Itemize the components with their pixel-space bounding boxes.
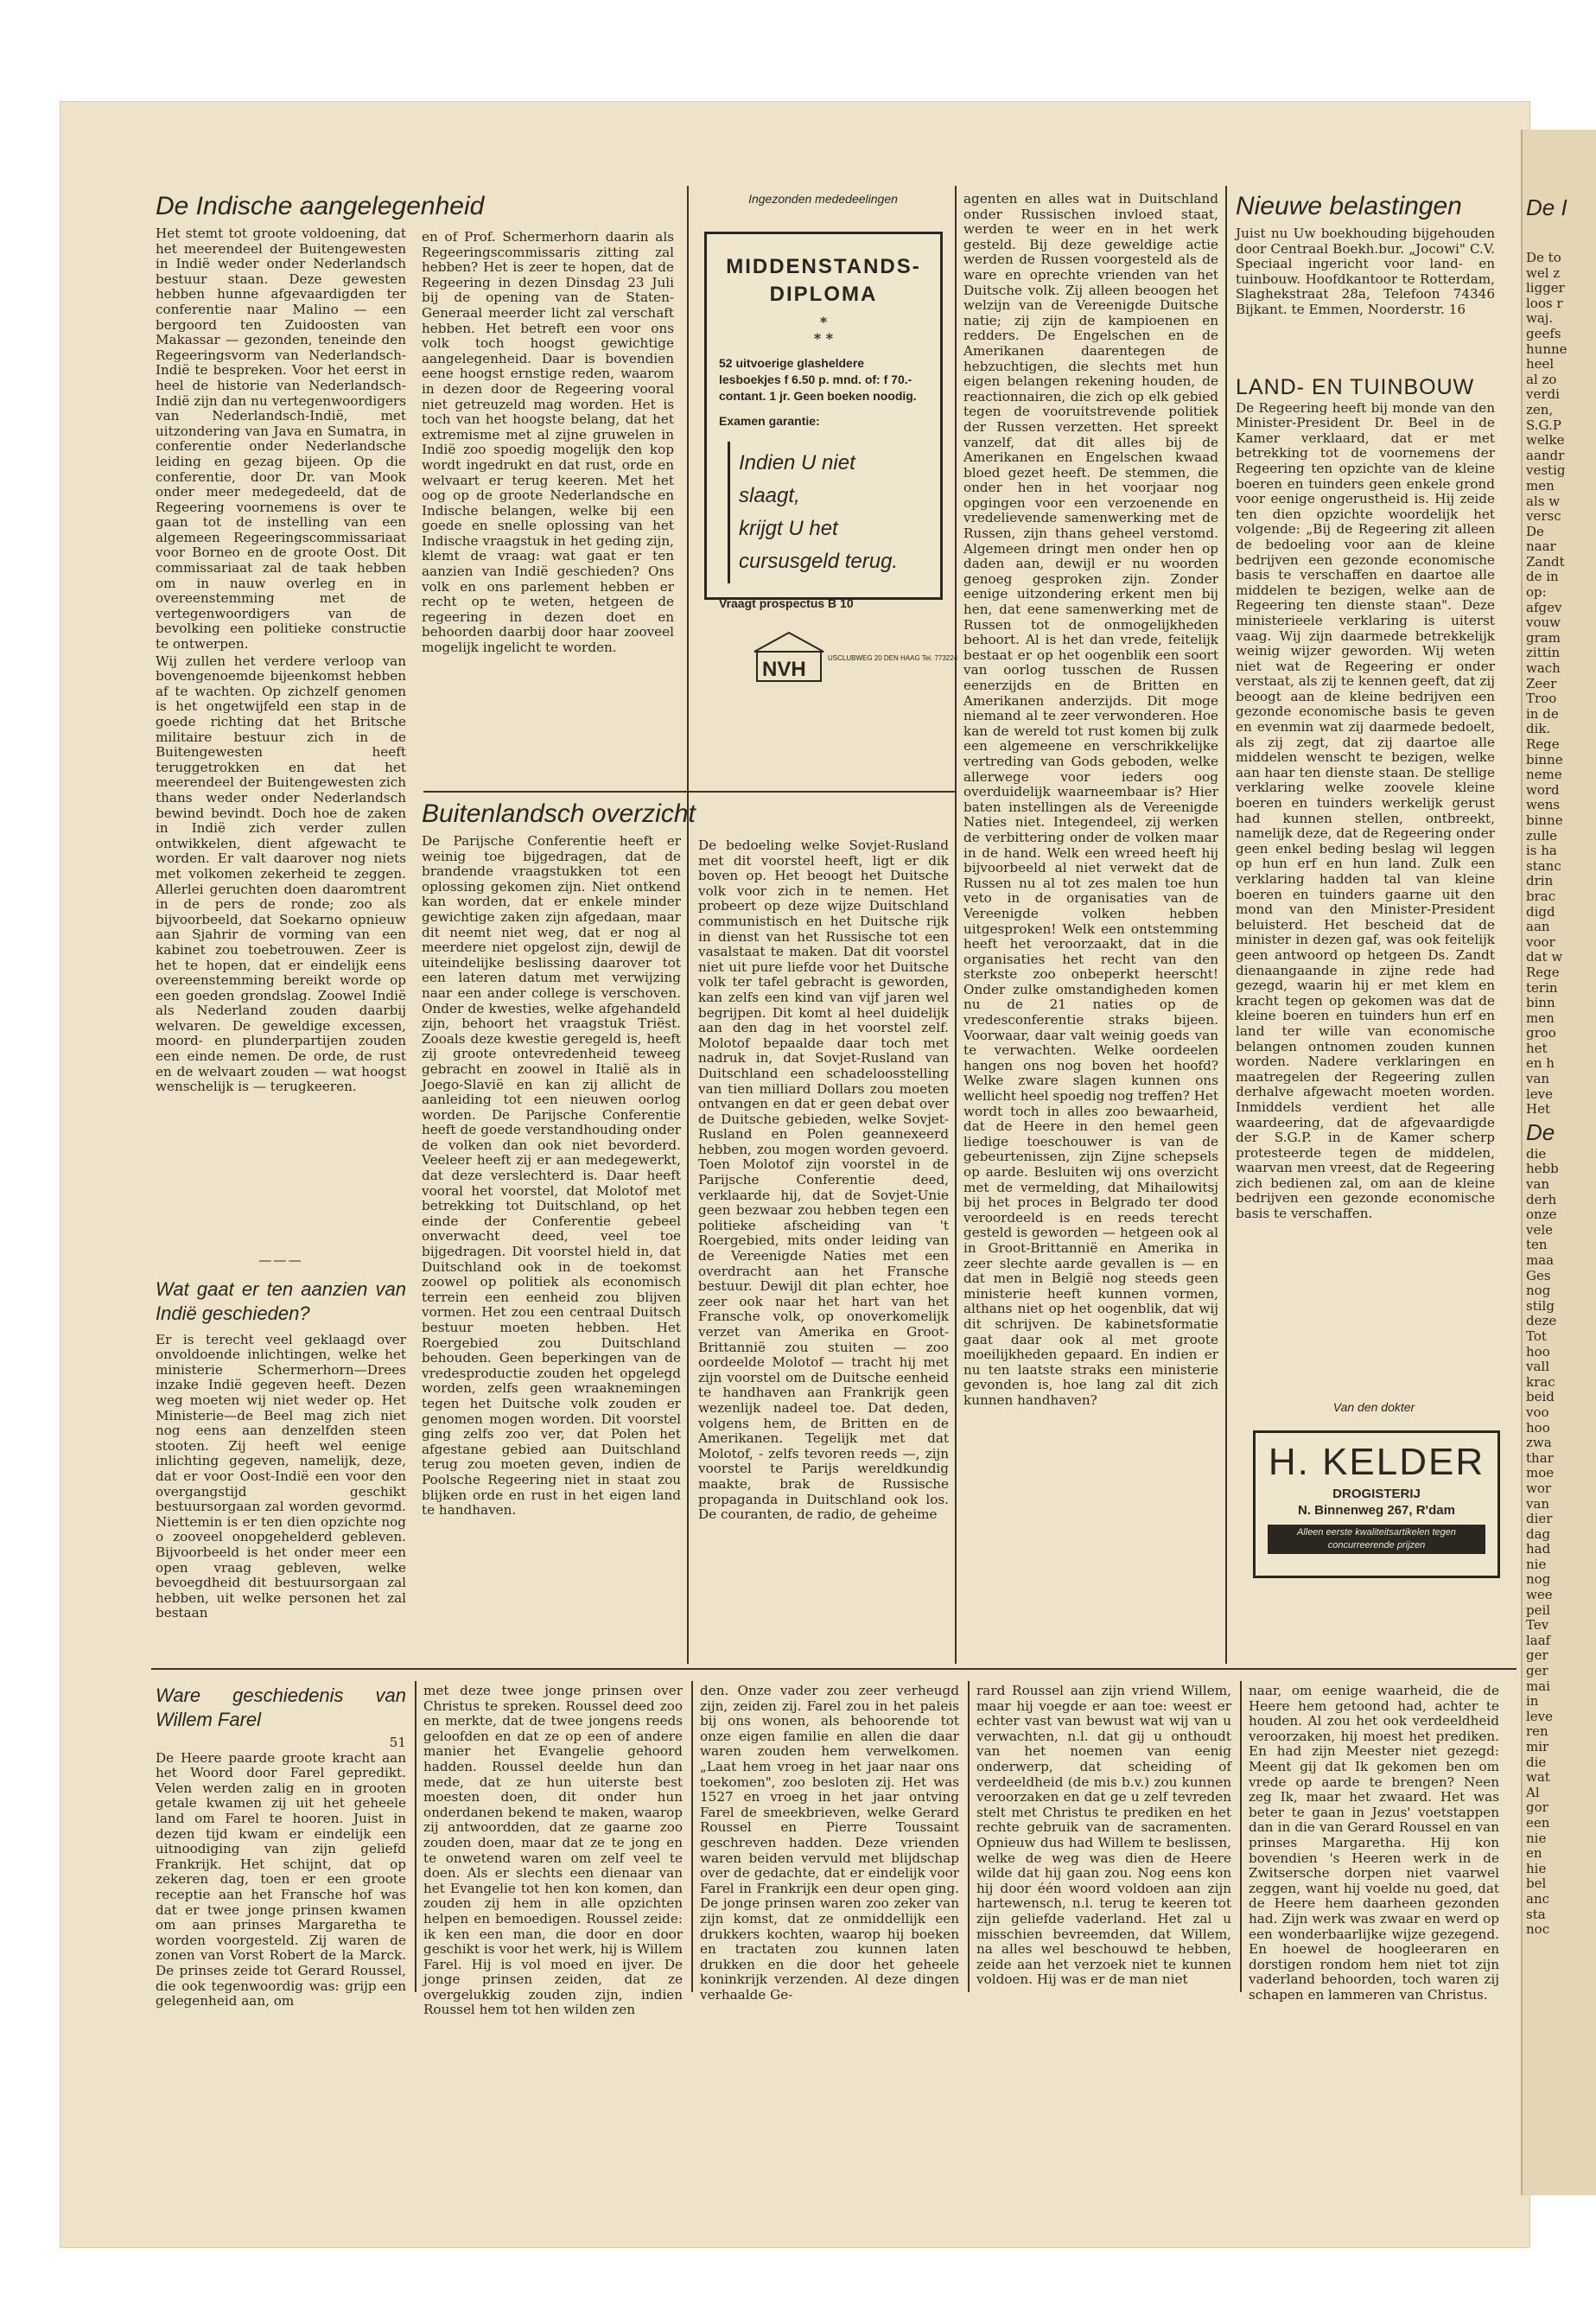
edge-line: het xyxy=(1526,1040,1548,1056)
edge-line: dik. xyxy=(1526,721,1551,737)
column-rule xyxy=(968,1681,970,1992)
diploma-stars: * * * xyxy=(813,314,834,347)
edge-line: waj. xyxy=(1526,310,1554,327)
edge-heading-2: De xyxy=(1526,1118,1555,1145)
edge-line: nie xyxy=(1526,1830,1547,1846)
edge-line: zwa xyxy=(1526,1435,1552,1451)
edge-line: had xyxy=(1526,1541,1551,1557)
diploma-slogan xyxy=(728,442,919,583)
edge-line: vestig xyxy=(1526,462,1566,479)
edge-line: dag xyxy=(1526,1525,1551,1542)
edge-line: vele xyxy=(1526,1221,1554,1238)
edge-line: een xyxy=(1526,1814,1550,1831)
edge-line: leve xyxy=(1526,1708,1554,1724)
edge-line: voor xyxy=(1526,933,1555,950)
edge-line: word xyxy=(1526,781,1560,798)
buitenland-col-3-text: agenten en alles wat in Duitschland onder Russischen invloed staat, werden te weer en in het werk gesteld. Bij deze geweldige actie werden de Russen voorgesteld als de ware en oprechte vrienden van het Duitsche volk. Zij alleen beoogen het welzijn van de Vereenigde Duitsche natie; zij zijn de kampioenen en redders. De Engelschen en de Amerikanen daarentegen de hebzuchtigen, die slechts met hun eigen belangen rekening houden, de reactionnairen, die zich op elk gebied tegen de vooruitstrevende politiek der Russen verzetten. Het spreekt vanzelf, dat dit alles bij de Amerikanen en Engelschen kwaad bloed gezet heeft. De stemmen, die onder hen in het voorjaar nog opgingen voor een verzoenende en vredelievende samenwerking met de Russen, zijn thans geheel verstomd. Algemeen dringt men onder hen op daden aan, dewijl er nu woorden genoeg gesproken zijn. Zonder eenige uitzondering erkent men bij hen, dat eene samenwerking met de Russen tot de onmogelijkheden behoort. Al is het dan vrede, feitelijk bestaat er op het oogenblik een soort van oorlog tusschen de Russen eenerzijds en de Britten en Amerikanen anderzijds. Dit moge niemand al te zeer verwonderen. Hoe kan de wereld tot rust komen bij zulk een algemeene en verschrikkelijke vertreding van Gods geboden, welke allerwege voor ieders oog overduidelijk waarneembaar is? Hier baten instellingen als de Vereenigde Naties niet. Integendeel, zij werken de verbittering onder de volken maar in de hand. Welk een wreed heeft hij bijvoorbeeld al niet verwekt dat de Russen nu al tot zes malen toe hun veto in de organisaties van de Vereenigde volken hebben uitgesproken! Welk een ontstemming heeft het veroorzaakt, dat in die organisaties het recht van den sterkste zoo onbeperkt heerscht! Onder zulke omstandigheden komen nu de 21 naties op de vredesconferentie straks bijeen. Voorwaar, daar valt weinig goeds van te verwachten. Welke oordeelen hangen ons nog boven het hoofd? Welke zware slagen kunnen ons wellicht heel spoedig nog treffen? Het wordt toch in alles zoo bewaarheid, dat de Heere in den hemel geen liedige toeschouwer is van de gebeurtenissen, zijn Zijne schepsels op aarde. Besluiten wij ons overzicht met de vermelding, dat Mihailowitsj bij het proces in Belgrado ter dood veroordeeld is en reeds terecht gesteld is geworden — hetgeen ook al in Groot-Brittannië en Amerika in zeer slechte aarde gevallen is — en dat men in België nog steeds geen ministerie heeft kunnen vormen, althans niet op het oogenblik, dat wij dit schrijven. De kabinetsformatie gaat daar ook al met groote moeilijkheden gepaard. En indien er nu ten laatste straks een ministerie gevonden is, hoe lang zal dit zich kunnen handhaven? xyxy=(963,191,1218,1408)
edge-line: stilg xyxy=(1526,1297,1555,1314)
edge-line: brac xyxy=(1526,888,1556,904)
edge-line: De xyxy=(1526,523,1544,539)
edge-line: Rege xyxy=(1526,736,1560,752)
edge-line: de in xyxy=(1526,569,1559,585)
edge-line: zittin xyxy=(1526,645,1561,661)
edge-line: moe xyxy=(1526,1465,1555,1481)
edge-heading-1: De I xyxy=(1526,194,1567,220)
edge-line: maa xyxy=(1526,1252,1555,1268)
nvh-logo xyxy=(750,626,958,686)
edge-line: in xyxy=(1526,1693,1539,1710)
edge-line: Ges xyxy=(1526,1267,1551,1283)
tuinbouw-column xyxy=(1236,375,1495,1383)
edge-line: en xyxy=(1526,1845,1542,1862)
edge-line: mai xyxy=(1526,1678,1550,1694)
edge-line: Zeer xyxy=(1526,675,1557,691)
edge-line: hunne xyxy=(1526,341,1567,357)
edge-line: ger xyxy=(1526,1647,1548,1664)
edge-line: hie xyxy=(1526,1860,1547,1876)
kelder-footer: Alleen eerste kwaliteitsartikelen tegen concurreerende prijzen xyxy=(1268,1525,1485,1554)
edge-line: peil xyxy=(1526,1602,1551,1618)
farel-column-2 xyxy=(423,1683,683,2018)
kelder-address: N. Binnenweg 267, R'dam xyxy=(1298,1503,1455,1518)
edge-line: onze xyxy=(1526,1207,1557,1223)
edge-line: mir xyxy=(1526,1739,1549,1754)
farel-col-4-text: rard Roussel aan zijn vriend Willem, maar hij voegde er aan toe: weest er echter vast van bewust wat wij van u verwachten, n.l. dat gij u onthoudt van het noemen van eenig onderwerp, dat scheiding of verdeeldheid (de mis b.v.) zou kunnen veroorzaken en dat ge u zelf tevreden stelt met Christus te prediken en het rechte gebruik van de sacramenten. Opnieuw dus had Willem te beslissen, welke de weg was dien de Heere wilde dat hij gaan zou. Nog eens kon hij door één woord voldoen aan zijn hartewensch, n.l. terug te keeren tot zijn geliefde vaderland. Het zal u misschien bevreemden, dat Willem, na alles wel beschouwd te hebben, zeide aan het verzoek niet te kunnen voldoen. Hij was er de man niet xyxy=(976,1683,1231,1988)
edge-line: voo xyxy=(1526,1404,1549,1420)
indische-column-1 xyxy=(156,192,485,1229)
article-title-wat-gaat: Wat gaat er ten aanzien van Indië geschieden? xyxy=(156,1277,406,1324)
kelder-shop: DROGISTERIJ xyxy=(1332,1487,1421,1501)
edge-line: als w xyxy=(1526,493,1561,509)
edge-line: hoo xyxy=(1526,1419,1550,1436)
edge-line: neme xyxy=(1526,767,1562,783)
farel-col-5-text: naar, om eenige waarheid, die de Heere hem getoond had, achter te houden. Al zou het ook verdeeldheid veroorzaken, hij moest het prediken. En had zijn Meester niet gezegd: Meent gij dat Ik gekomen ben om vrede op aarde te brengen? Neen zeg Ik, maar het zwaard. Het was beter te gaan in Jezus' voetstappen dan in die van Gerard Roussel en van prinses Margaretha. Hij kon bovendien 's Heeren werk in de Zwitsersche dorpen niet vaarwel zeggen, want hij voelde nu goed, dat de Heere hem daarheen gezonden had. Zijn werk was zwaar en werd op een wonderbaarlijke wijze gezegend. En hoewel de hoogleeraren en dorstigen rondom hem niet tot zijn vaderland behoorden, toch waren zij schapen en lammeren van Christus. xyxy=(1249,1683,1499,2003)
belastingen-column xyxy=(1236,192,1495,365)
farel-column-3 xyxy=(700,1683,959,2003)
column-rule xyxy=(687,186,689,1664)
edge-line: binne xyxy=(1526,812,1563,828)
edge-line: is ha xyxy=(1526,843,1557,859)
edge-line: stanc xyxy=(1526,857,1561,874)
edge-line: ger xyxy=(1526,1663,1548,1679)
edge-line: men xyxy=(1526,1009,1555,1026)
ad-header: Ingezonden mededeelingen xyxy=(748,192,898,206)
indische-paragraph-2: Wij zullen het verdere verloop van bovengenoemde bijeenkomst hebben af te wachten. Op zichzelf genomen is het ongetwijfeld een stap in de goede richting dat het Britsche militaire bestuur zich in de Buitengewesten heeft teruggetrokken en dat het meerendeel der Buitengewesten zich thans weder onder Nederlandsch bewind bevindt. Doch hoe de zaken in Indië zich verder zullen ontwikkelen, dient afgewacht te worden. Er valt daarover nog niets met volkomen zekerheid te zeggen. Allerlei geruchten doen daaromtrent in de pers de ronde; zoo als bijvoorbeeld, dat Soekarno opnieuw aan Sjahrir de vorming van een kabinet zou toebetrouwen. Zeer is het te hopen, dat er eindelijk eens overeenstemming bereikt worde op een goeden grondslag. Zoowel Indië als Nederland zouden daarbij welvaren. De geweldige excessen, moord- en plunderpartijen zouden een einde nemen. De orde, de rust en de welvaart zouden — wat hoogst wenschelijk is — terugkeeren. xyxy=(156,653,406,1095)
belastingen-text: Juist nu Uw boekhouding bijgehouden door Centraal Boekh.bur. „Jocowi" C.V. Speciaal ingericht voor land- en tuinbouw. Hoofdkantoor te Rotterdam, Slaghekstraat 28a, Telefoon 74346 Bijkant. te Emmen, Noorderstr. 16 xyxy=(1236,226,1495,317)
edge-line: krac xyxy=(1526,1373,1555,1390)
edge-line: zulle xyxy=(1526,827,1558,844)
edge-line: De to xyxy=(1526,250,1561,265)
buitenland-col-1-text: De Parijsche Conferentie heeft er weinig toe bijgedragen, dat de brandende vraagstukken tot een oplossing gekomen zijn. Niet ontkend kan worden, dat er enkele minder gewichtige zaken zijn afgedaan, maar dit neemt niet weg, dat er nog al meerdere niet opgelost zijn, dewijl de uiteindelijke beslissing daarover tot een lateren datum met verwijzing naar een ander college is verschoven. Onder de kwesties, welke afgehandeld zijn, behoort het vraagstuk Triëst. Zooals deze kwestie geregeld is, heeft zij groote ontevredenheid teweeg gebracht en zoowel in Italië als in Joego-Slavië en kan zij allicht de aanleiding tot een nieuwen oorlog worden. De Parijsche Conferentie heeft de goede verstandhouding onder de volken dan ook niet bevorderd. Veeleer heeft zij er aan medegewerkt, dat deze verslechterd is. Daar heeft vooral het voorstel, dat Molotof met betrekking tot Duitschland, op het einde der Conferentie gebeel onverwacht deed, veel toe bijgedragen. Dit voorstel hield in, dat Duitschland ook in de toekomst zoowel op politiek als economisch terrein een eenheid zou blijven vormen. Het zou een centraal Duitsch bestuur moeten hebben. Het Roergebied zou Duitschland behouden. Geen beperkingen van de vredesproductie zouden het opgelegd worden, zelfs geen wraaknemingen tegen het Duitsche volk zouden er genomen mogen worden. Dit voorstel ging zelfs zoo ver, dat Polen het afgestane gebied aan Duitschland terug zou moeten geven, indien de Poolsche Regeering niet in staat zou blijken orde en rust in het eigen land te handhaven. xyxy=(422,833,681,1519)
edge-line: nie xyxy=(1526,1556,1547,1572)
edge-line: al zo xyxy=(1526,371,1557,387)
edge-line: hoo xyxy=(1526,1343,1550,1360)
logo-address xyxy=(828,654,958,662)
edge-line: welke xyxy=(1526,432,1565,449)
edge-line: ligger xyxy=(1526,280,1565,296)
buitenland-col-2-text: De bedoeling welke Sovjet-Rusland met dit voorstel heeft, ligt er dik boven op. Het beoogt het Duitsche volk voor zich in te nemen. Het probeert op deze wijze Duitschland communistisch en het Duitsche rijk in dienst van het Russische tot een vasalstaat te maken. Dat dit voorstel niet uit pure liefde voor het Duitsche volk ter tafel gebracht is geworden, kan zelfs een kind van vijf jaren wel begrijpen. Dit komt al heel duidelijk aan den dag in het voorstel zelf. Molotof bepaalde daar toch met nadruk in, dat Sovjet-Rusland van Duitschland een schadeloosstelling van tien milliard Dollars zou moeten ontvangen en dat er geen debat over de Duitsche gebieden, welke Sovjet-Rusland en Polen geannexeerd hebben, zou mogen worden gevoerd. Toen Molotof zijn voorstel in de Parijsche Conferentie deed, verklaarde hij, dat de Sovjet-Unie geen bezwaar zou hebben tegen een politieke afscheiding van 't Roergebied, mits onder leiding van de Vereenigde Naties met een overdracht aan het Fransche bestuur. Dewijl dit plan echter, hoe zeer ook naar het hart van het Fransche volk, op onoverkomelijk verzet van Amerika en Groot-Brittannië zou stuiten — zoo oordeelde Molotof — tracht hij met zijn voorstel om de Duitsche eenheid te handhaven aan Frankrijk geen wezenlijk nadeel toe. Dat deden, volgens hem, de Britten en de Amerikanen. Tegelijk met dat Molotof, - zelfs tevoren reeds —, zijn voorstel te Parijs wereldkundig maakte, brak de Russische propaganda in Duitschland ook los. De couranten, de radio, de geheime xyxy=(698,837,949,1523)
edge-line: terin xyxy=(1526,979,1558,996)
edge-line: wach xyxy=(1526,660,1561,677)
edge-line: thar xyxy=(1526,1449,1554,1466)
edge-line: groo xyxy=(1526,1025,1556,1041)
edge-line: gor xyxy=(1526,1799,1548,1816)
edge-line: van xyxy=(1526,1495,1550,1512)
farel-column-5 xyxy=(1249,1683,1499,2003)
edge-line: aan xyxy=(1526,919,1550,935)
diploma-advertisement xyxy=(704,232,958,681)
edge-line: Het xyxy=(1526,1101,1550,1118)
column-rule xyxy=(415,1681,416,1992)
column-rule xyxy=(1225,186,1227,1664)
column-rule xyxy=(691,1681,693,1992)
edge-line: van xyxy=(1526,1176,1550,1193)
section-rule xyxy=(151,1668,1517,1670)
section-rule xyxy=(423,791,955,793)
wat-gaat-text: Er is terecht veel geklaagd over onvoldoende inlichtingen, welke het ministerie Schermerhorn—Drees inzake Indië gegeven heeft. Dezen weg moeten wij niet weder op. Het Ministerie—de Beel mag zich niet nog eens aan denzelfden steen stooten. Zij heeft wel eenige inlichting gegeven, namelijk, deze, dat er voor Oost-Indië een voor den overgangstijd geschikt bestuursorgaan zal worden gevormd. Niettemin is er ten dien opzichte nog o zooveel onopgehelderd gebleven. Bijvoorbeeld is het onder meer een open vraag gebleven, welke bevoegdheid dit bestuursorgaan zal hebben, uit welke personen het zal bestaan xyxy=(156,1331,406,1621)
edge-line: dat w xyxy=(1526,949,1563,965)
diploma-prospectus: Vraagt prospectus B 10 xyxy=(719,596,854,610)
edge-line: Al xyxy=(1526,1784,1540,1800)
edge-line: en h xyxy=(1526,1055,1555,1072)
building-logo-icon xyxy=(750,626,958,686)
edge-line: anc xyxy=(1526,1890,1550,1907)
kelder-caption: Van den dokter xyxy=(1332,1400,1415,1414)
edge-line: S.G.P xyxy=(1526,417,1561,433)
edge-line: deze xyxy=(1526,1313,1557,1329)
edge-line: bel xyxy=(1526,1876,1547,1892)
indische-column-2 xyxy=(422,230,674,714)
article-title-tuinbouw: LAND- EN TUINBOUW xyxy=(1236,375,1475,399)
diploma-offer: 52 uitvoerige glasheldere lesboekjes f 6.50 p. mnd. of: f 70.- contant. 1 jr. Geen boeken noodig. xyxy=(719,356,917,403)
article-title-buitenland: Buitenlandsch overzicht xyxy=(422,799,696,828)
edge-line: wens xyxy=(1526,797,1561,813)
edge-line: sta xyxy=(1526,1906,1546,1922)
wat-gaat-column xyxy=(156,1245,406,1659)
slogan-line-3: cursusgeld terug. xyxy=(739,550,899,573)
edge-line: die xyxy=(1526,1754,1547,1770)
farel-episode-number: 51 xyxy=(389,1735,406,1750)
buitenland-column-2 xyxy=(698,838,949,1659)
farel-col-1-text: De Heere paarde groote kracht aan het Woord door Farel gepredikt. Velen werden zalig en in grooten getale kwamen zij uit het geheele land om Farel te hooren. Juist in dezen tijd kwam er eindelijk een uitnoodiging van zijn geliefd Frankrijk. Het schijnt, dat op zekeren dag, toen er een groote receptie aan het Fransche hof was dat er twee jonge prinsen kwamen om aan prinses Margaretha te worden voorgesteld. Zij waren de zonen van Vorst Robert de la Marck. De prinses zeide tot Gerard Roussel, die ook tegenwoordig was: grijp een gelegenheid aan, om xyxy=(156,1749,406,2009)
edge-line: digd xyxy=(1526,903,1555,920)
edge-line: vall xyxy=(1526,1359,1550,1375)
separator: ——— xyxy=(258,1252,303,1268)
slogan-line-2: krijgt U het xyxy=(739,517,838,540)
edge-line: versc xyxy=(1526,508,1561,525)
edge-line: wat xyxy=(1526,1769,1550,1786)
buitenland-column-1 xyxy=(422,799,696,1659)
diploma-guarantee: Examen garantie: xyxy=(719,414,820,428)
edge-line: nog xyxy=(1526,1571,1551,1588)
edge-line: ren xyxy=(1526,1723,1548,1740)
edge-line: hebb xyxy=(1526,1161,1559,1177)
farel-column-1 xyxy=(156,1684,406,2009)
buitenland-column-3 xyxy=(963,192,1218,1661)
logo-address-text: USCLUBWEG 20 DEN HAAG Tel. 773224 xyxy=(828,654,958,662)
edge-line: afgev xyxy=(1526,599,1562,615)
edge-line: noc xyxy=(1526,1921,1550,1938)
farel-col-2-text: met deze twee jonge prinsen over Christus te spreken. Roussel deed zoo en merkte, dat de twee jongens reeds geloofden en dat ze op een of andere manier het Evangelie gehoord hadden. Roussel deelde hun dan mede, dat ze hun uiterste best moesten doen, dit onder hun onderdanen bekend te maken, waarop zij antwoordden, dat ze gaarne zoo zouden doen, maar dat ze te jong en te onwetend waren om zelf veel te doen. Als er slechts een dienaar van het Evangelie tot hen kon komen, dan zouden zij hem in alle opzichten helpen en bemoedigen. Roussel zeide: ik ken een man, die door en door geschikt is voor het werk, hij is Willem Farel. Hij is vol moed en ijver. De jonge prinsen zeiden, dat ze overgelukkig zouden zijn, indien Roussel hem tot hen wilden zen xyxy=(423,1683,683,2018)
farel-col-3-text: den. Onze vader zou zeer verheugd zijn, zeiden zij. Farel zou in het paleis bij ons wonen, als behoorende tot onze eigen familie en allen die daar waren zouden hem verwelkomen. „Laat hem vroeg in het jaar naar ons toekomen", zoo besloten zij. Het was 1527 en vroeg in het jaar ontving Farel de smeekbrieven, welke Gerard Roussel en Pierre Toussaint geschreven hadden. Deze vrienden waren beiden vervuld met blijdschap over de gedachte, dat er eindelijk voor Farel in Frankrijk een deur open ging. De jonge prinsen waren zoo zeker van zijn komst, dat ze onmiddellijk een drukkers kochten, waarop hij boeken en tractaten zou kunnen laten drukken en die door het geheele koninkrijk verzenden. Al deze dingen verhaalde Ge- xyxy=(700,1683,959,2003)
logo-letters: NVH xyxy=(762,658,806,681)
edge-line: gram xyxy=(1526,629,1561,646)
edge-line: nog xyxy=(1526,1283,1551,1299)
edge-line: Rege xyxy=(1526,964,1560,980)
tuinbouw-text: De Regeering heeft bij monde van den Minister-President Dr. Beel in de Kamer verklaard, dat er met betrekking tot de voornemens der Regeering ten opzichte van de kleine boeren en tuinders geen enkele grond voor eenige ongerustheid is. Hij zeide ten dien opzichte woordelijk het volgende: „Bij de Regeering zit alleen de bedoeling voor aan de kleine bedrijven een gezonde economische basis te verschaffen en daartoe alle middelen te bezigen, welke aan de Regeering ten dienste staan". Deze ministerieele verklaring is uiterst vaag. Wij zijn daarmede betrekkelijk weinig wijzer geworden. Wij weten niet wat de Regeering er onder verstaat, als zij te kennen geeft, dat zij beoogt aan de kleine bedrijven een gezonde economische basis te geven en evenmin wat zij daarmede bedoelt, als zij zegt, dat zij daartoe alle middelen wenscht te bezigen, welke aan haar ten dienste staan. De stellige verklaring welke zoovele kleine boeren en tuinders werkelijk gerust had kunnen stellen, ontbreekt, namelijk deze, dat de Regeering onder geen enkel beding beslag wil leggen op hun erf en hun land. Zulk een verklaring hadden tal van kleine boeren en tuinders gaarne uit den mond van den Minister-President beluisterd. Het bescheid dat de minister in dezen gaf, was ook feitelijk geen antwoord op hetgeen Ds. Zandt dienaangaande in zijne rede had gezegd, waarin hij er met klem en kracht tegen op gekomen was dat de kleine boeren en tuinders hun erf en land ter wille van economische belangen ontnomen zouden kunnen worden. Nadere verklaringen en maatregelen der Regeering zullen derhalve afgewacht moeten worden. Inmiddels verdient het alle waardeering, dat de afgevaardigde der S.G.P. in de Kamer scherp protesteerde tegen de middelen, waarvan men vreest, dat de Regeering zich bedienen zal, om aan de kleine bedrijven een gezonde economische basis te verschaffen. xyxy=(1236,399,1495,1222)
edge-line: van xyxy=(1526,1071,1550,1087)
edge-line: leve xyxy=(1526,1086,1554,1102)
edge-line: Tev xyxy=(1526,1617,1549,1634)
edge-line: geefs xyxy=(1526,325,1561,341)
farel-column-4 xyxy=(976,1684,1231,1990)
edge-line: loos r xyxy=(1526,295,1563,311)
edge-line: in de xyxy=(1526,705,1559,722)
kelder-advertisement xyxy=(1253,1430,1500,1578)
edge-line: wor xyxy=(1526,1480,1552,1496)
edge-line: ten xyxy=(1526,1237,1548,1253)
edge-line: naar xyxy=(1526,538,1556,555)
edge-line: Troo xyxy=(1526,691,1557,707)
edge-line: wel z xyxy=(1526,264,1561,281)
edge-line: zen, xyxy=(1526,401,1554,417)
edge-line: aandr xyxy=(1526,447,1565,463)
edge-line: laaf xyxy=(1526,1632,1551,1648)
edge-line: wee xyxy=(1526,1587,1553,1603)
edge-line: op: xyxy=(1526,584,1547,601)
indische-paragraph-1: Het stemt tot groote voldoening, dat het meerendeel der Buitengewesten in Indië weder onder Nederlandsch bestuur staan. Deze gewesten hebben hunne afgevaardigden ter conferentie naar Malino — een bergoord ten Zuidoosten van Makassar — gezonden, teneinde den Regeeringsvorm van Nederlandsch-Indië te bespreken. Voor het eerst in heel de historie van Nederlandsch-Indië zijn dan nu vertegenwoordigers van Nederlandsch-Indië, met uitzondering van Java en Sumatra, in conferentie onder Nederlandsche leiding en gezag bijeen. Op die conferentie, door Dr. van Mook onder meer medegedeeld, dat de Regeering voornemens is over te gaan tot de instelling van een algemeen Regeeringscommissariaat voor Borneo en de groote Oost. Dit commissariaat zal de taak hebben om in nauw overleg en in overeenstemming met de vertegenwoordigers van de bevolking een politieke constructie te ontwerpen. xyxy=(156,226,406,653)
edge-line: men xyxy=(1526,477,1555,494)
column-rule xyxy=(1240,1681,1242,1992)
edge-text-block xyxy=(1526,251,1593,1979)
edge-line: vouw xyxy=(1526,615,1561,631)
edge-line: drin xyxy=(1526,873,1554,889)
edge-line: verdi xyxy=(1526,386,1560,403)
edge-line: beid xyxy=(1526,1389,1555,1405)
article-title-indische: De Indische aangelegenheid xyxy=(156,192,485,220)
edge-line: Tot xyxy=(1526,1328,1547,1344)
article-title-farel: Ware geschiedenis van Willem Farel xyxy=(156,1684,406,1730)
edge-line: derh xyxy=(1526,1191,1557,1207)
edge-line: binn xyxy=(1526,995,1555,1011)
slogan-line-1: Indien U niet slaagt, xyxy=(739,451,855,507)
edge-line: binne xyxy=(1526,751,1563,767)
column-rule xyxy=(955,186,957,1664)
edge-line: dier xyxy=(1526,1511,1553,1527)
edge-line: heel xyxy=(1526,356,1555,373)
indische-column-2-text: en of Prof. Schermerhorn daarin als Regeeringscommissaris zitting zal hebben? Het is zeer te hopen, dat de Regeering in dezen Dinsdag 23 Juli bij de opening van de Staten-Generaal meerder licht zal verschaft hebben. Het betreft een voor ons volk toch hoogst gewichtige aangelegenheid. Daar is bovendien eene hoogst ernstige reden, waarom in dezen door de Regeering vooral niet getreuzeld mag worden. Het is toch van het hoogste belang, dat het extremisme met al zijne gruwelen in Indië zoo spoedig mogelijk den kop wordt ingedrukt en dat rust, orde en welvaart er terug keeren. Met het oog op de groote Nederlandsche en Indische belangen, welke bij een goede en snelle oplossing van het Indische vraagstuk in het geding zijn, klemt de vraag: wat gaat er ten aanzien van Indië geschieden? Ons volk en ons parlement hebben er recht op te weten, hetgeen de regeering in dezen doet en behoorden daarbij door haar zooveel mogelijk ingelicht te worden. xyxy=(422,229,674,656)
edge-line: Zandt xyxy=(1526,553,1565,570)
edge-line: die xyxy=(1526,1145,1547,1162)
article-title-belastingen: Nieuwe belastingen xyxy=(1236,192,1462,220)
diploma-title: MIDDENSTANDS-DIPLOMA xyxy=(726,255,921,306)
kelder-name: H. KELDER xyxy=(1268,1441,1485,1483)
